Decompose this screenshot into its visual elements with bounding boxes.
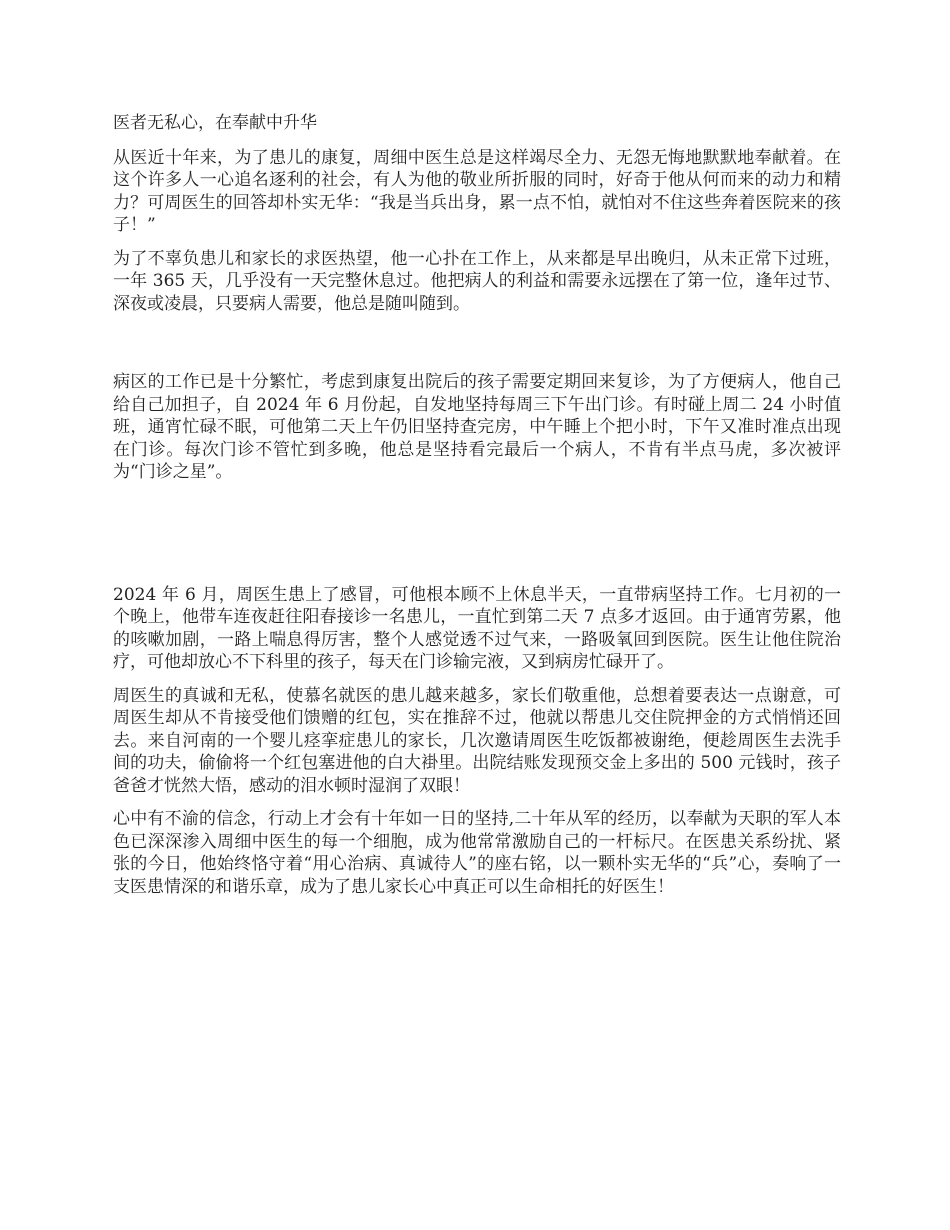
- article-body: [113, 112, 841, 898]
- paragraph-6: 心中有不渝的信念，行动上才会有十年如一日的坚持,二十年从军的经历，以奉献为天职的军人本色已深深渗入周细中医生的每一个细胞，成为他常常激励自己的一杆标尺。在医患关系纷扰、紧张的今日，他始终恪守着“用心治病、真诚待人”的座右铭，以一颗朴实无华的“兵”心，奏响了一支医患情深的和谐乐章，成为了患儿家长心中真正可以生命相托的好医生！: [113, 809, 841, 897]
- paragraph-2: 为了不辜负患儿和家长的求医热望，他一心扑在工作上，从来都是早出晚归，从未正常下过班，一年 365 天，几乎没有一天完整休息过。他把病人的利益和需要永远摆在了第一位，逢年过节、深夜或凌晨，只要病人需要，他总是随叫随到。: [113, 248, 841, 314]
- paragraph-3: 病区的工作已是十分繁忙，考虑到康复出院后的孩子需要定期回来复诊，为了方便病人，他自己给自己加担子，自 2024 年 6 月份起，自发地坚持每周三下午出门诊。有时碰上周二 24 小时值班，通宵忙碌不眠，可他第二天上午仍旧坚持查完房，中午睡上个把小时，下午又准时准点出现在门诊。每次门诊不管忙到多晚，他总是坚持看完最后一个病人，不肯有半点马虎，多次被评为“门诊之星”。: [113, 372, 841, 482]
- paragraph-1: 从医近十年来，为了患儿的康复，周细中医生总是这样竭尽全力、无怨无悔地默默地奉献着。在这个许多人一心追名逐利的社会，有人为他的敬业所折服的同时，好奇于他从何而来的动力和精力？可周医生的回答却朴实无华：“我是当兵出身，累一点不怕，就怕对不住这些奔着医院来的孩子！”: [113, 147, 841, 235]
- article-title: 医者无私心，在奉献中升华: [113, 113, 317, 133]
- paragraph-5: 周医生的真诚和无私，使慕名就医的患儿越来越多，家长们敬重他，总想着要表达一点谢意，可周医生却从不肯接受他们馈赠的红包，实在推辞不过，他就以帮患儿交住院押金的方式悄悄还回去。来自河南的一个婴儿痉挛症患儿的家长，几次邀请周医生吃饭都被谢绝，便趁周医生去洗手间的功夫，偷偷将一个红包塞进他的白大褂里。出院结账发现预交金上多出的 500 元钱时，孩子爸爸才恍然大悟，感动的泪水顿时湿润了双眼！: [113, 685, 841, 796]
- paragraph-4: 2024 年 6 月，周医生患上了感冒，可他根本顾不上休息半天，一直带病坚持工作。七月初的一个晚上，他带车连夜赶往阳春接诊一名患儿，一直忙到第二天 7 点多才返回。由于通宵劳累，他的咳嗽加剧，一路上喘息得厉害，整个人感觉透不过气来，一路吸氧回到医院。医生让他住院治疗，可他却放心不下科里的孩子，每天在门诊输完液，又到病房忙碌开了。: [113, 584, 841, 672]
